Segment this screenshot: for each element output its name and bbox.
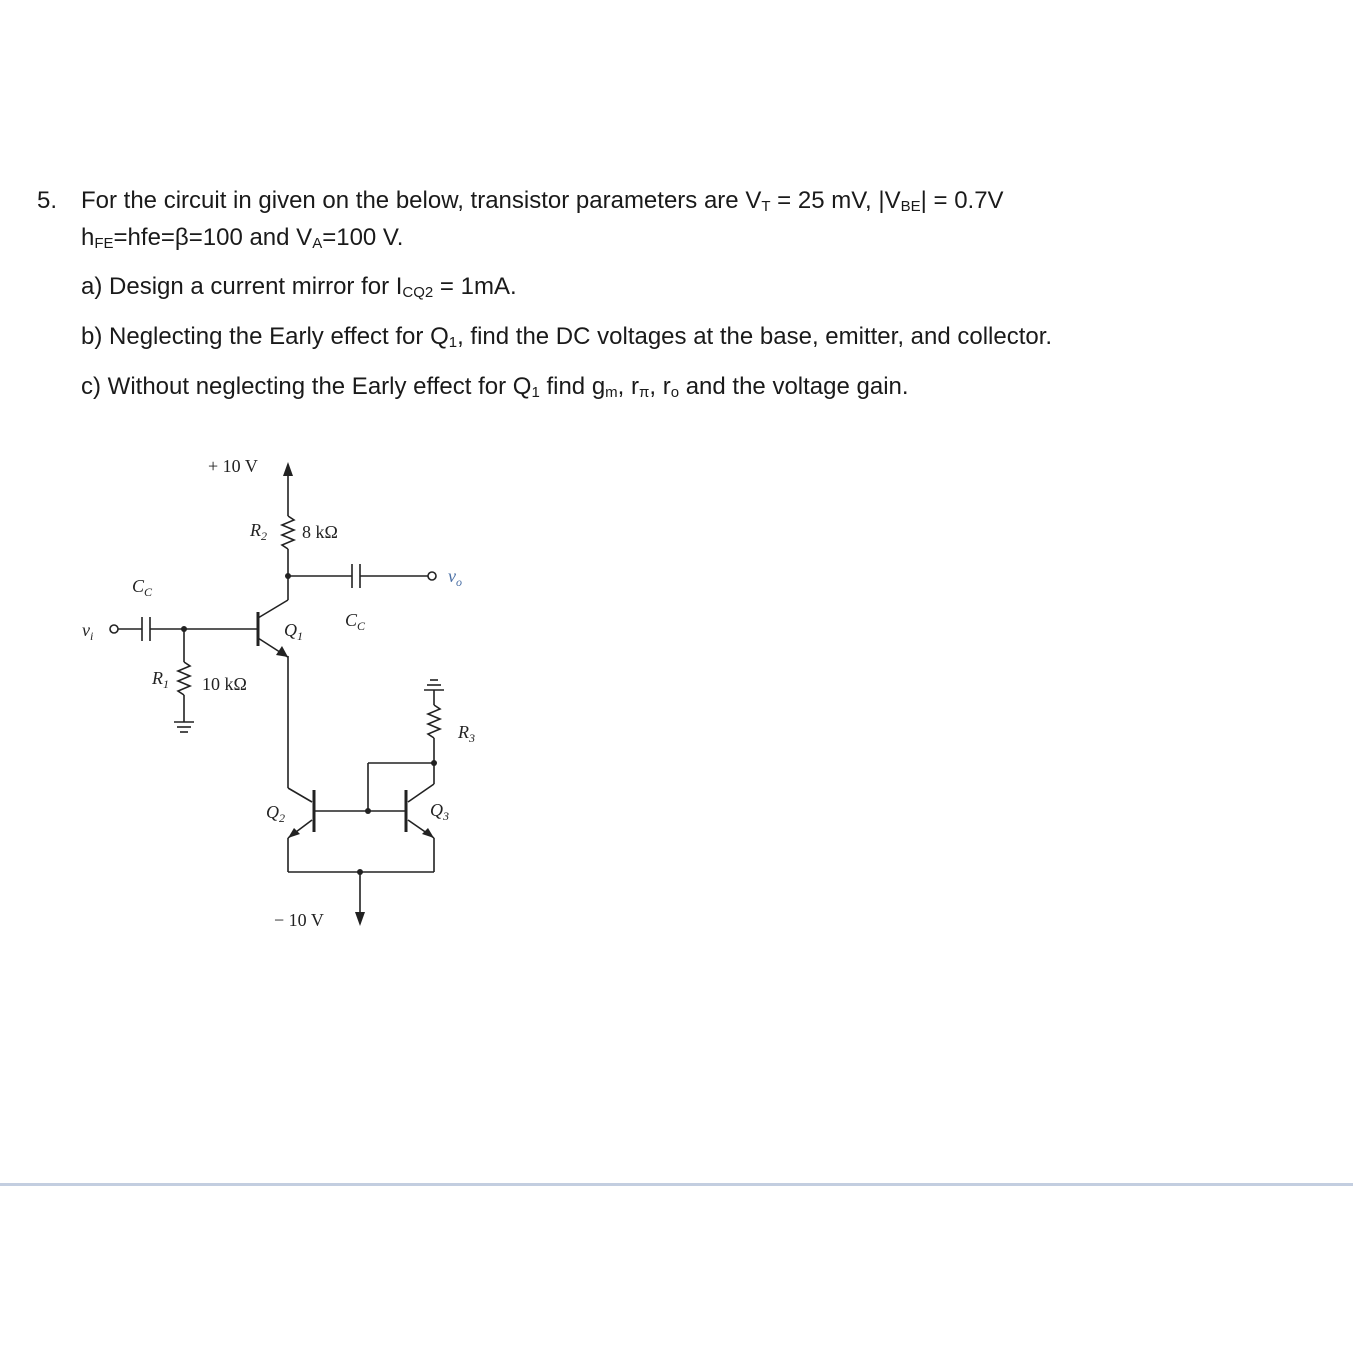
icq2-subscript: CQ2 <box>402 284 434 301</box>
part-c <box>81 372 909 402</box>
part-c-find: find <box>539 373 592 400</box>
vbe-subscript: BE <box>900 198 921 215</box>
gm-symbol: g <box>591 373 606 400</box>
vi-label: $v_i$ <box>82 620 94 643</box>
junction-mirror <box>365 808 371 814</box>
cc-out-label: $C_C$ <box>345 610 366 633</box>
r1-resistor <box>178 662 190 695</box>
hfe-subscript: FE <box>94 235 114 252</box>
vcc-label: + 10 V <box>208 456 258 476</box>
line1-text-a: For the circuit in given on the below, transistor parameters are V <box>81 187 762 214</box>
r3-resistor <box>428 705 440 738</box>
vo-label: $v_o$ <box>448 566 462 589</box>
line1-text-c: | = 0.7V <box>920 187 1004 214</box>
page-divider <box>0 1183 1353 1186</box>
q1-label: $Q_1$ <box>284 620 303 643</box>
r1-value: 10 kΩ <box>202 674 247 694</box>
question-line-1 <box>81 186 1004 216</box>
vt-subscript: T <box>761 198 771 215</box>
part-c-text: c) Without neglecting the Early effect for Q <box>81 373 532 400</box>
q1-subscript: 1 <box>448 334 458 351</box>
part-a-text: a) Design a current mirror for I <box>81 273 403 300</box>
part-b <box>81 322 1052 352</box>
q3-label: $Q_3$ <box>430 800 449 823</box>
va-subscript: A <box>312 235 323 252</box>
line2-text-b: =100 V. <box>322 224 404 251</box>
question-line-2 <box>81 223 403 253</box>
vee-arrow <box>355 912 365 926</box>
junction-out <box>285 573 291 579</box>
q2-collector <box>288 788 312 802</box>
part-c-comma-1: , r <box>617 373 639 400</box>
line2-text-a: =hfe=β=100 and V <box>113 224 313 251</box>
junction-base <box>181 626 187 632</box>
r2-value: 8 kΩ <box>302 522 338 542</box>
q2-label: $Q_2$ <box>266 802 285 825</box>
junction-r3 <box>431 760 437 766</box>
q3-emitter-arrowhead <box>422 828 434 838</box>
junction-vee <box>357 869 363 875</box>
gm-subscript: m <box>605 384 618 401</box>
rpi-subscript: π <box>639 384 650 401</box>
question-number: 5. <box>37 187 58 214</box>
vi-terminal <box>110 625 118 633</box>
vee-label: − 10 V <box>274 910 324 930</box>
ro-subscript: o <box>670 384 680 401</box>
r1-label: $R_1$ <box>152 668 169 691</box>
line2-h: h <box>81 224 95 251</box>
part-b-text: b) Neglecting the Early effect for Q <box>81 323 449 350</box>
part-a <box>81 272 517 302</box>
r3-label: $R_3$ <box>458 722 475 745</box>
part-b-tail: , find the DC voltages at the base, emitter, and collector. <box>457 323 1053 350</box>
part-c-comma-2: , r <box>649 373 671 400</box>
q1-collector <box>258 600 288 618</box>
vo-terminal <box>428 572 436 580</box>
circuit-diagram <box>60 440 520 960</box>
part-c-tail: and the voltage gain. <box>679 373 909 400</box>
r2-resistor <box>282 516 294 549</box>
r2-label: $R_2$ <box>250 520 267 543</box>
part-a-tail: = 1mA. <box>433 273 517 300</box>
line1-text-b: = 25 mV, |V <box>770 187 901 214</box>
q1-subscript-c: 1 <box>531 384 540 401</box>
cc-in-label: $C_C$ <box>132 576 153 599</box>
vcc-arrow <box>283 462 293 476</box>
